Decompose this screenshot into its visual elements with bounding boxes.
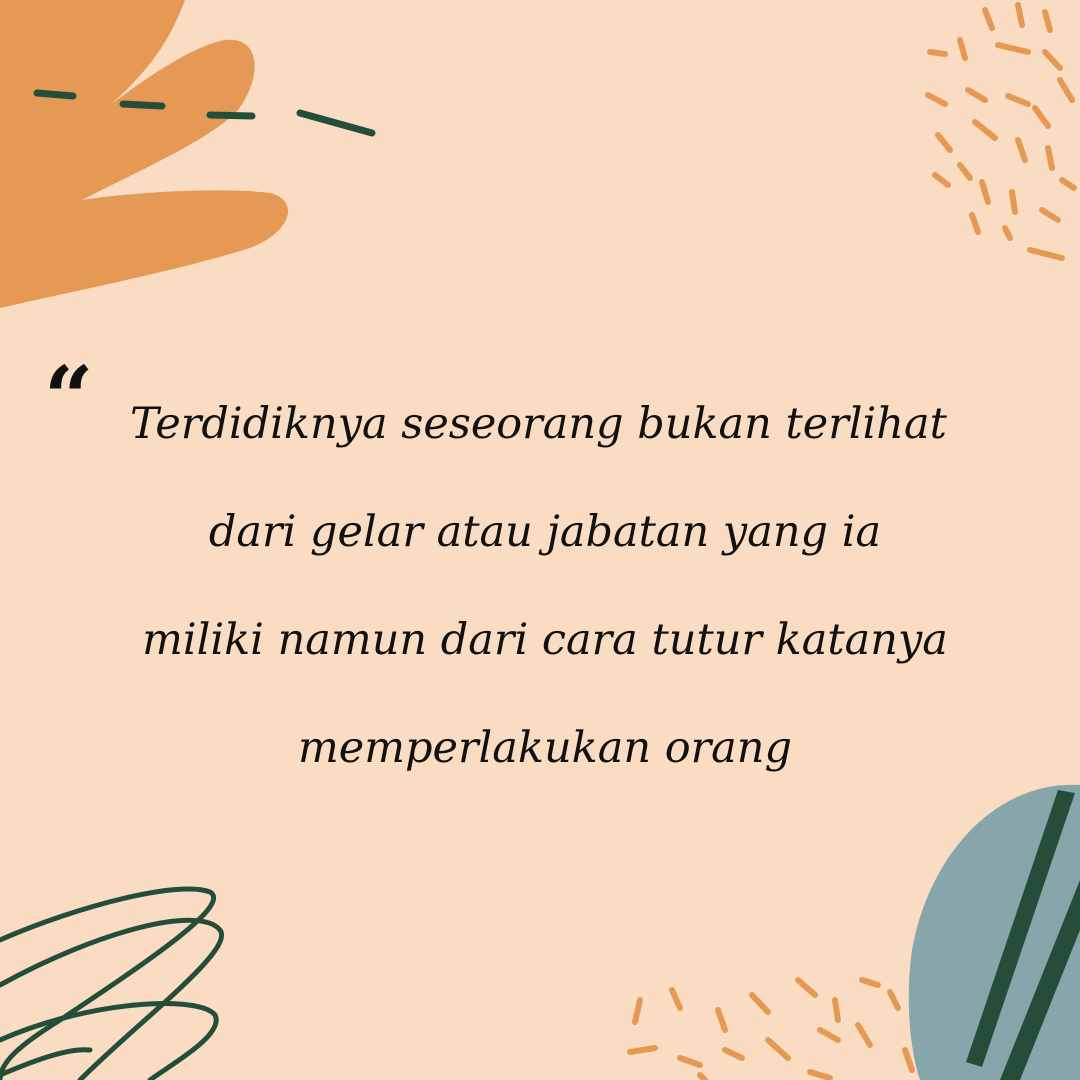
slate-circle-shape [909,785,1080,1080]
quote-open-icon: “ [44,348,94,449]
quote-text [40,382,1050,814]
quote-line: dari gelar atau jabatan yang ia [208,507,882,557]
orange-leaf-shape [0,0,288,308]
quote-line: Terdidiknya seseorang bukan terlihat [130,399,947,449]
quote-line: memperlakukan orang [297,723,793,773]
quote-line: miliki namun dari cara tutur katanya [142,615,948,665]
green-scribble [0,889,222,1080]
orange-dash-cluster-top [928,5,1074,258]
orange-dash-cluster-bottom [630,980,912,1080]
